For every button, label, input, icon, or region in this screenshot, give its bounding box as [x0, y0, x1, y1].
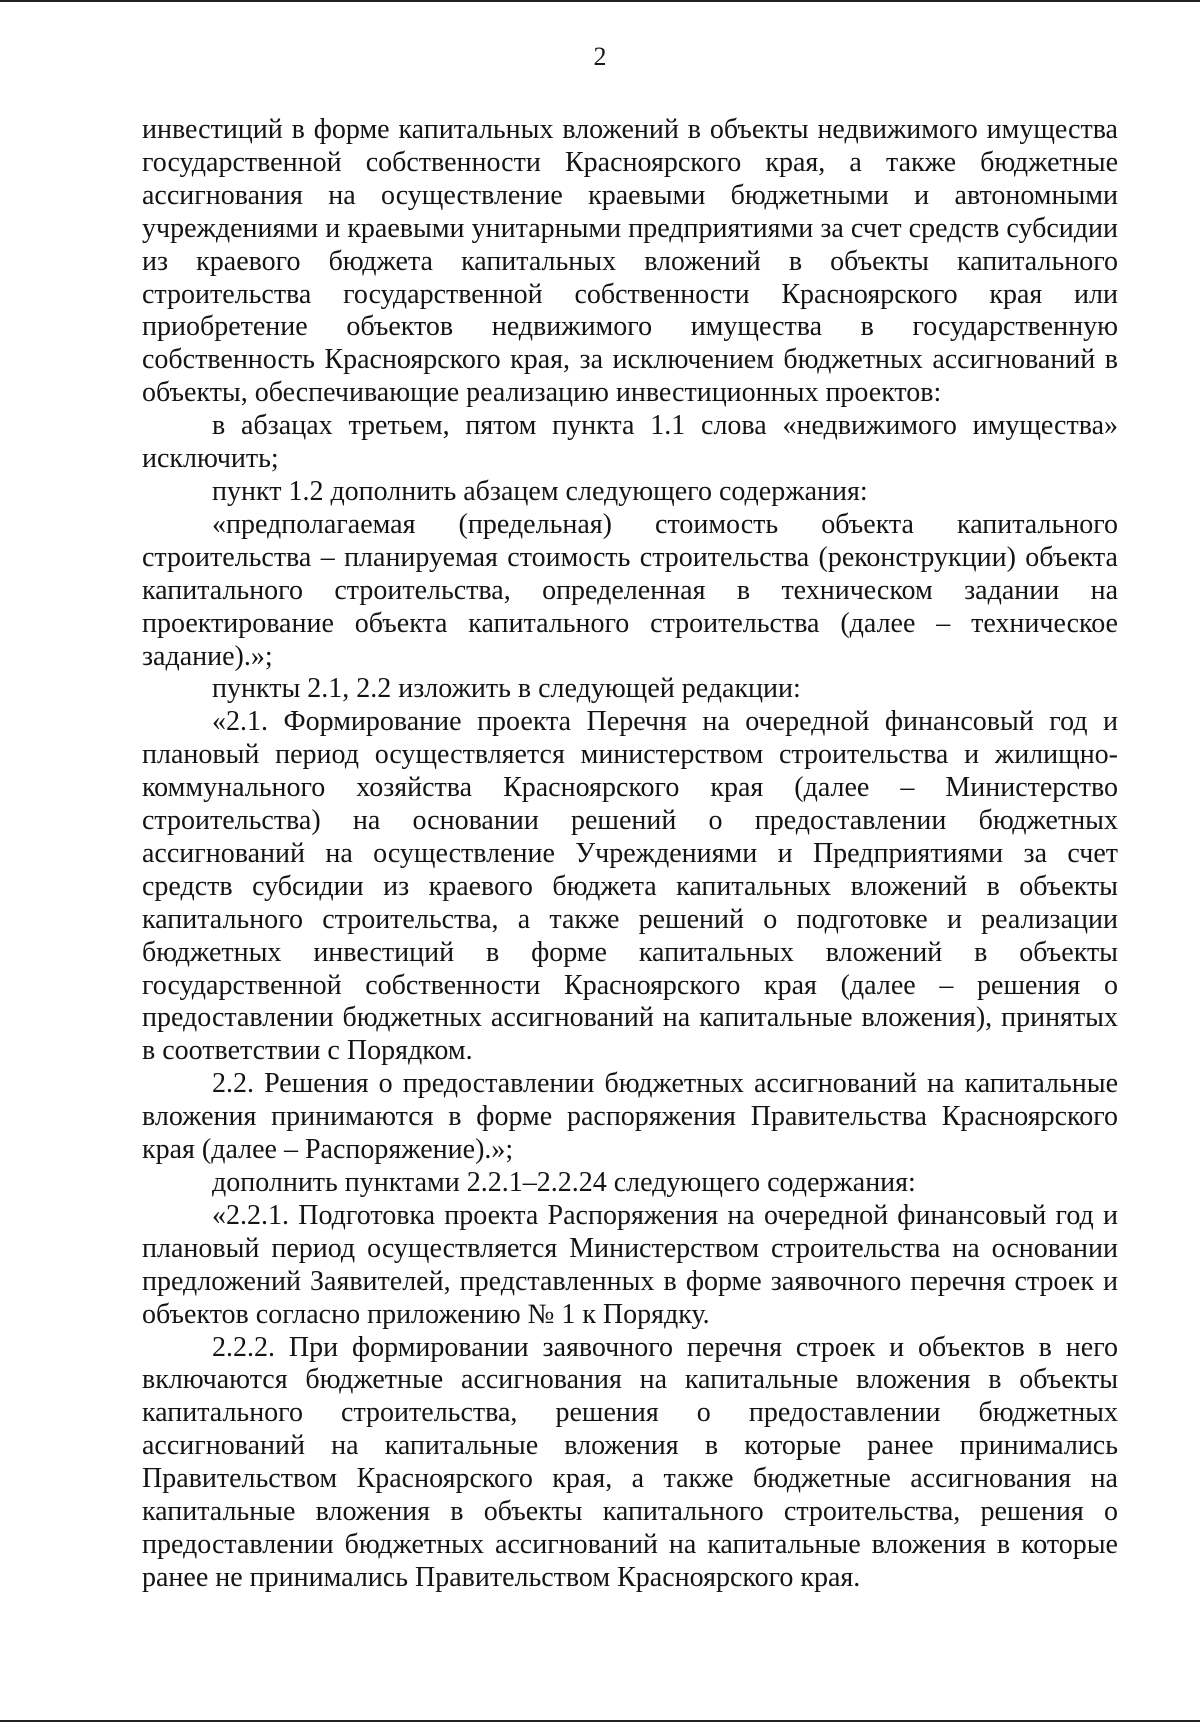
- paragraph-8: дополнить пунктами 2.2.1–2.2.24 следующего содержания:: [212, 1167, 916, 1198]
- paragraph-1: инвестиций в форме капитальных вложений в объекты недвижимого имущества государственной собственности Красноярского края, а также бюджетные ассигнования на осуществление краевыми бюджетными и автономными учреждениями и краевыми унитарными предприятиями за счет средств субсидии из краевого бюджета капитальных вложений в объекты капитального строительства государственной собственности Красноярского края или приобретение объектов недвижимого имущества в государственную собственность Красноярского края, за исключением бюджетных ассигнований в объекты, обеспечивающие реализацию инвестиционных проектов:: [142, 114, 1118, 409]
- paragraph-10: 2.2.2. При формировании заявочного перечня строек и объектов в него включаются бюджетные ассигнования на капитальные вложения в объекты капитального строительства, решения о предоставлении бюджетных ассигнований на капитальные вложения в которые ранее принимались Правительством Красноярского края, а также бюджетные ассигнования на капитальные вложения в объекты капитального строительства, решения о предоставлении бюджетных ассигнований на капитальные вложения в которые ранее не принимались Правительством Красноярского края.: [142, 1331, 1118, 1593]
- paragraph-6: «2.1. Формирование проекта Перечня на очередной финансовый год и плановый период осуществляется министерством строительства и жилищно-коммунального хозяйства Красноярского края (далее – Министерство строительства) на основании решений о предоставлении бюджетных ассигнований на осуществление Учреждениями и Предприятиями за счет средств субсидии из краевого бюджета капитальных вложений в объекты капитального строительства, а также решений о подготовке и реализации бюджетных инвестиций в форме капитальных вложений в объекты государственной собственности Красноярского края (далее – решения о предоставлении бюджетных ассигнований на капитальные вложения), принятых в соответствии с Порядком.: [142, 706, 1118, 1067]
- paragraph-4: «предполагаемая (предельная) стоимость объекта капитального строительства – планируемая стоимость строительства (реконструкции) объекта капитального строительства, определенная в техническом задании на проектирование объекта капитального строительства (далее – техническое задание).»;: [142, 508, 1118, 672]
- document-body: [142, 114, 1118, 1595]
- paragraph-3: пункт 1.2 дополнить абзацем следующего содержания:: [212, 475, 868, 507]
- paragraph-2: в абзацах третьем, пятом пункта 1.1 слова «недвижимого имущества» исключить;: [142, 410, 1118, 475]
- paragraph-7: 2.2. Решения о предоставлении бюджетных ассигнований на капитальные вложения принимаются в форме распоряжения Правительства Красноярского края (далее – Распоряжение).»;: [142, 1068, 1118, 1166]
- page-number: 2: [593, 42, 607, 71]
- paragraph-5: пункты 2.1, 2.2 изложить в следующей редакции:: [212, 673, 801, 705]
- paragraph-9: «2.2.1. Подготовка проекта Распоряжения на очередной финансовый год и плановый период осуществляется Министерством строительства на основании предложений Заявителей, представленных в форме заявочного перечня строек и объектов согласно приложению № 1 к Порядку.: [142, 1199, 1118, 1330]
